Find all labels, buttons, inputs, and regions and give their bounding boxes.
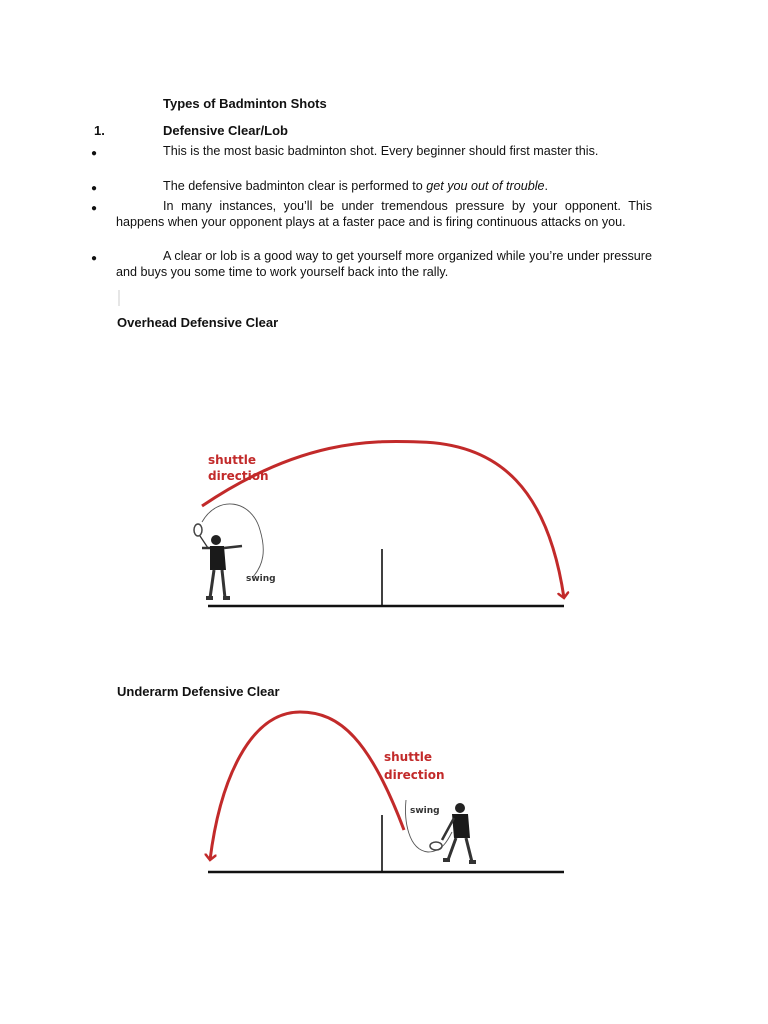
underarm-clear-diagram <box>180 700 580 890</box>
arrow-label-line2: direction <box>208 469 269 483</box>
player-icon <box>442 803 476 864</box>
racket-icon <box>194 524 202 536</box>
underarm-figure-heading: Underarm Defensive Clear <box>117 684 280 699</box>
bullet-text: The defensive badminton clear is performed to <box>163 179 427 193</box>
overhead-clear-diagram <box>180 430 580 620</box>
bullet-icon: ● <box>91 148 98 159</box>
section-title: Defensive Clear/Lob <box>163 123 288 138</box>
bullet-paragraph <box>116 179 652 195</box>
bullet-icon: ● <box>91 203 98 214</box>
bullet-text: This is the most basic badminton shot. Every beginner should first master this. <box>163 144 599 158</box>
bullet-text-end: . <box>544 179 549 193</box>
section-number: 1. <box>94 123 105 138</box>
racket-icon <box>430 842 442 850</box>
overhead-clear-svg <box>180 430 580 620</box>
shuttle-trajectory-arrow <box>210 712 404 860</box>
bullet-icon: ● <box>91 253 98 264</box>
bullet-paragraph <box>116 144 652 160</box>
overhead-figure-heading: Overhead Defensive Clear <box>117 315 279 330</box>
swing-label: swing <box>410 806 440 816</box>
bullet-text: A clear or lob is a good way to get yourself more organized while you’re under pressure and buys you some time to work yourself back into the rally. <box>116 249 652 279</box>
arrow-label-line1: shuttle <box>384 750 432 764</box>
document-title: Types of Badminton Shots <box>163 96 327 111</box>
player-icon <box>202 535 242 600</box>
text-cursor <box>118 290 120 306</box>
bullet-text: In many instances, you’ll be under tremendous pressure by your opponent. This happens when your opponent plays at a faster pace and is firing continuous attacks on you. <box>116 199 652 229</box>
bullet-paragraph <box>116 199 652 230</box>
bullet-icon: ● <box>91 183 98 194</box>
bullet-emphasis: get you out of trouble <box>426 179 545 193</box>
arrow-label-line2: direction <box>384 768 445 782</box>
swing-label: swing <box>246 574 276 584</box>
underarm-clear-svg <box>180 700 580 890</box>
bullet-paragraph <box>116 249 652 280</box>
racket-handle <box>200 536 208 548</box>
arrow-label-line1: shuttle <box>208 453 256 467</box>
